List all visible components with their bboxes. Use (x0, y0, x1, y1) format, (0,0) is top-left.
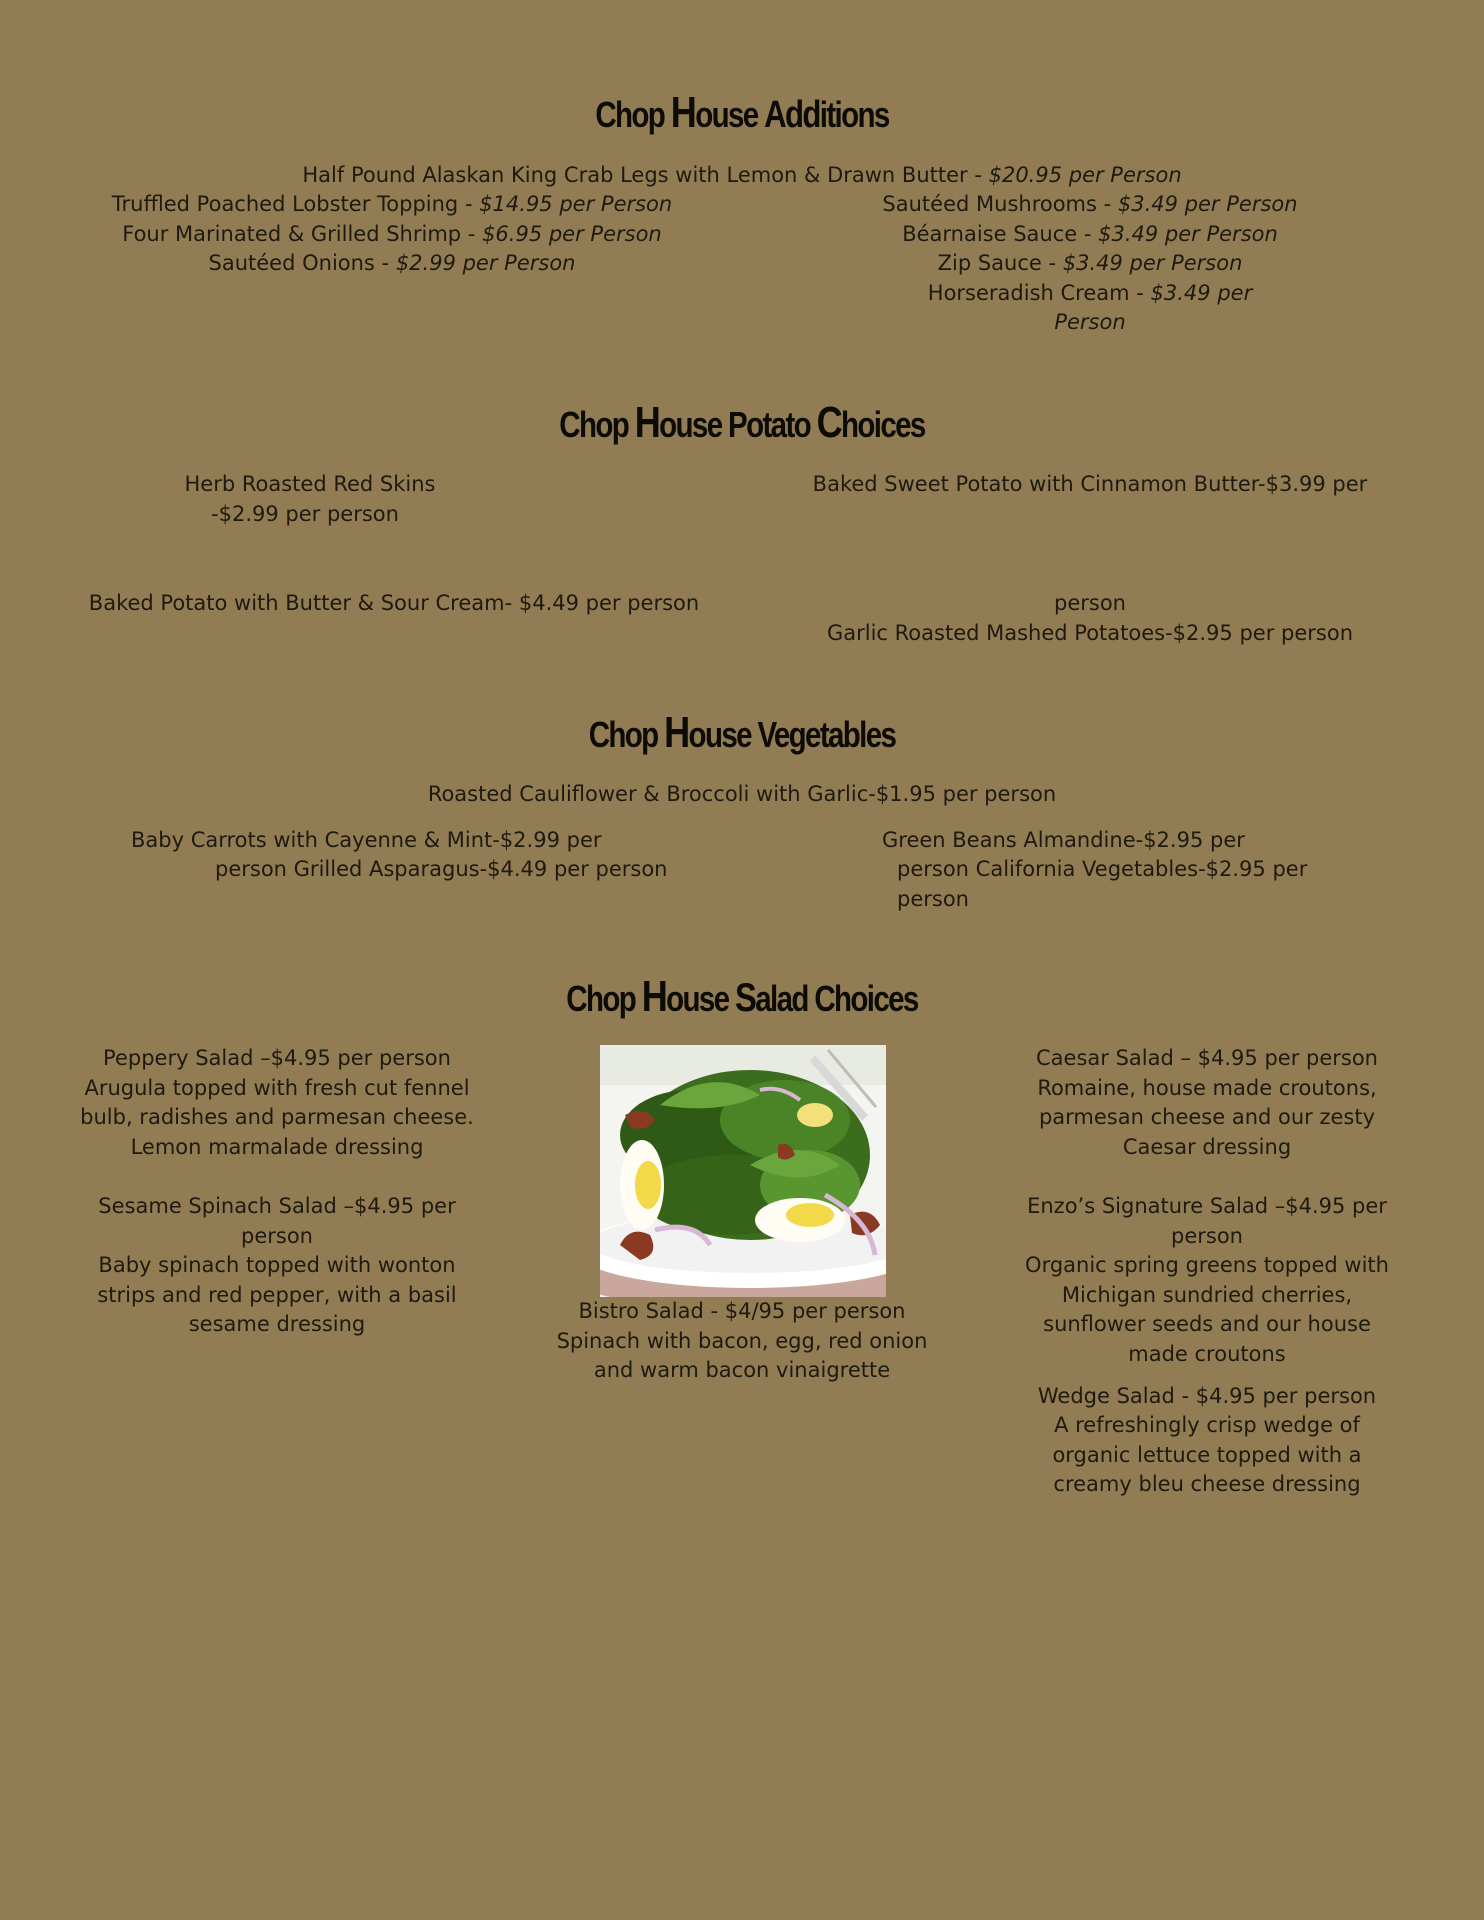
salad-title: person (241, 1223, 313, 1248)
salad-description: creamy bleu cheese dressing (1053, 1472, 1361, 1497)
heading-part: Add (764, 94, 820, 136)
vegetable-item: person Grilled Asparagus-$4.49 per person (215, 857, 668, 881)
item-name: Béarnaise Sauce - (902, 221, 1099, 246)
heading-part: ouse (695, 94, 765, 135)
addition-item (80, 220, 704, 250)
salads-center (540, 1297, 944, 1386)
heading-part: alad Choices (755, 978, 918, 1019)
item-price: $14.95 per Person (479, 192, 673, 216)
heading-part: Chop (559, 404, 635, 445)
salad-illustration (600, 1045, 886, 1297)
heading-part: H (641, 972, 667, 1021)
salad-description: Baby spinach topped with wonton (98, 1253, 456, 1278)
vegetables-heading (134, 708, 1351, 758)
heading-part: ouse Potato (659, 404, 817, 445)
heading-part: hoices (841, 404, 925, 445)
potato-item: Garlic Roasted Mashed Potatoes-$2.95 per person (826, 621, 1353, 645)
potato-item: Herb Roasted Red Skins (184, 472, 436, 496)
item-name: Four Marinated & Grilled Shrimp - (122, 221, 483, 246)
heading-part: Chop (595, 94, 671, 135)
salad-description: strips and red pepper, with a basil (97, 1282, 457, 1307)
spacer (1004, 1370, 1410, 1382)
item-price: $6.95 per Person (482, 221, 662, 246)
heading-part: C (816, 398, 842, 447)
salad-title: person (1171, 1223, 1243, 1248)
vegetable-item: Roasted Cauliflower & Broccoli with Garlic-$1.95 per person (427, 782, 1057, 806)
item-name: Sautéed Mushrooms - (882, 192, 1118, 216)
potato-item: Baked Sweet Potato with Cinnamon Butter-$3.99 per (812, 472, 1368, 496)
addition-item-wrap: Person (1054, 310, 1126, 335)
salad-description: Spinach with bacon, egg, red onion (556, 1328, 928, 1353)
salad-description: Michigan sundried cherries, (1061, 1282, 1353, 1307)
salads-heading (134, 972, 1351, 1022)
item-name: Zip Sauce - (937, 251, 1063, 276)
addition-item (820, 220, 1360, 250)
addition-crab-legs (0, 160, 1484, 190)
addition-item (80, 190, 704, 220)
additions-right (820, 190, 1360, 338)
salad-description: Arugula topped with fresh cut fennel (84, 1075, 470, 1100)
vegetable-item: person (897, 887, 969, 911)
item-price: $3.49 per Person (1117, 192, 1298, 216)
heading-part: itions (819, 94, 889, 135)
salad-description: Lemon marmalade dressing (130, 1134, 424, 1159)
potato-item: Baked Potato with Butter & Sour Cream- $4.49 per person (88, 591, 700, 615)
item-name: Truffled Poached Lobster Topping - (111, 192, 480, 216)
item-price: $2.99 per Person (395, 251, 576, 276)
salad-title: Peppery Salad –$4.95 per person (103, 1046, 451, 1070)
salad-title: Caesar Salad – $4.95 per person (1036, 1046, 1378, 1070)
potato-item: person (1054, 591, 1126, 615)
item-price: $3.49 per (1150, 280, 1253, 305)
salad-title: Wedge Salad - $4.95 per person (1037, 1383, 1377, 1408)
heading-part: Chop (566, 978, 642, 1019)
salad-title: Bistro Salad - $4/95 per person (578, 1299, 906, 1323)
salad-description: parmesan cheese and our zesty (1038, 1105, 1376, 1130)
potato-item: -$2.99 per person (211, 502, 399, 526)
heading-part: H (664, 708, 689, 757)
item-name: Sautéed Onions - (208, 251, 396, 276)
heading-part: H (670, 88, 696, 137)
heading-part: Chop (588, 714, 665, 755)
salads-right (1004, 1044, 1410, 1500)
salad-description: Romaine, house made croutons, (1037, 1075, 1377, 1100)
salad-description: and warm bacon vinaigrette (593, 1358, 891, 1383)
salad-title: Enzo’s Signature Salad –$4.95 per (1027, 1193, 1387, 1218)
addition-item (820, 249, 1360, 279)
heading-part: ouse (666, 978, 736, 1019)
bistro-salad-image (600, 1045, 886, 1297)
vegetable-item: Green Beans Almandine-$2.95 per (882, 828, 1245, 852)
salad-description: Caesar dressing (1122, 1134, 1292, 1159)
addition-item (820, 279, 1360, 309)
salad-description: organic lettuce topped with a (1052, 1442, 1362, 1467)
item-price: $20.95 per Person (988, 163, 1182, 187)
heading-part: ouse Vegetables (688, 714, 896, 755)
spacer (70, 1162, 484, 1192)
salad-description: Organic spring greens topped with (1025, 1253, 1389, 1278)
salads-left (70, 1044, 484, 1340)
heading-part: H (634, 398, 660, 447)
vegetable-item: Baby Carrots with Cayenne & Mint-$2.99 per (131, 828, 602, 852)
salad-description: sunflower seeds and our house (1043, 1312, 1371, 1337)
salad-title: Sesame Spinach Salad –$4.95 per (98, 1193, 456, 1218)
potato-heading (134, 398, 1351, 448)
item-price: $3.49 per Person (1062, 251, 1243, 276)
item-price: $3.49 per Person (1098, 221, 1278, 246)
vegetable-item: person California Vegetables-$2.95 per (897, 857, 1308, 881)
salad-description: A refreshingly crisp wedge of (1054, 1413, 1360, 1438)
salad-description: sesame dressing (188, 1312, 366, 1337)
salad-description: bulb, radishes and parmesan cheese. (80, 1105, 474, 1130)
addition-item (820, 190, 1360, 220)
additions-heading (134, 88, 1351, 138)
addition-item (80, 249, 704, 279)
salad-description: made croutons (1128, 1341, 1286, 1366)
heading-part: S (735, 976, 756, 1020)
item-name: Horseradish Cream - (927, 280, 1151, 305)
item-name: Half Pound Alaskan King Crab Legs with Lemon & Drawn Butter - (302, 163, 989, 187)
additions-left (80, 190, 704, 279)
spacer (1004, 1162, 1410, 1192)
